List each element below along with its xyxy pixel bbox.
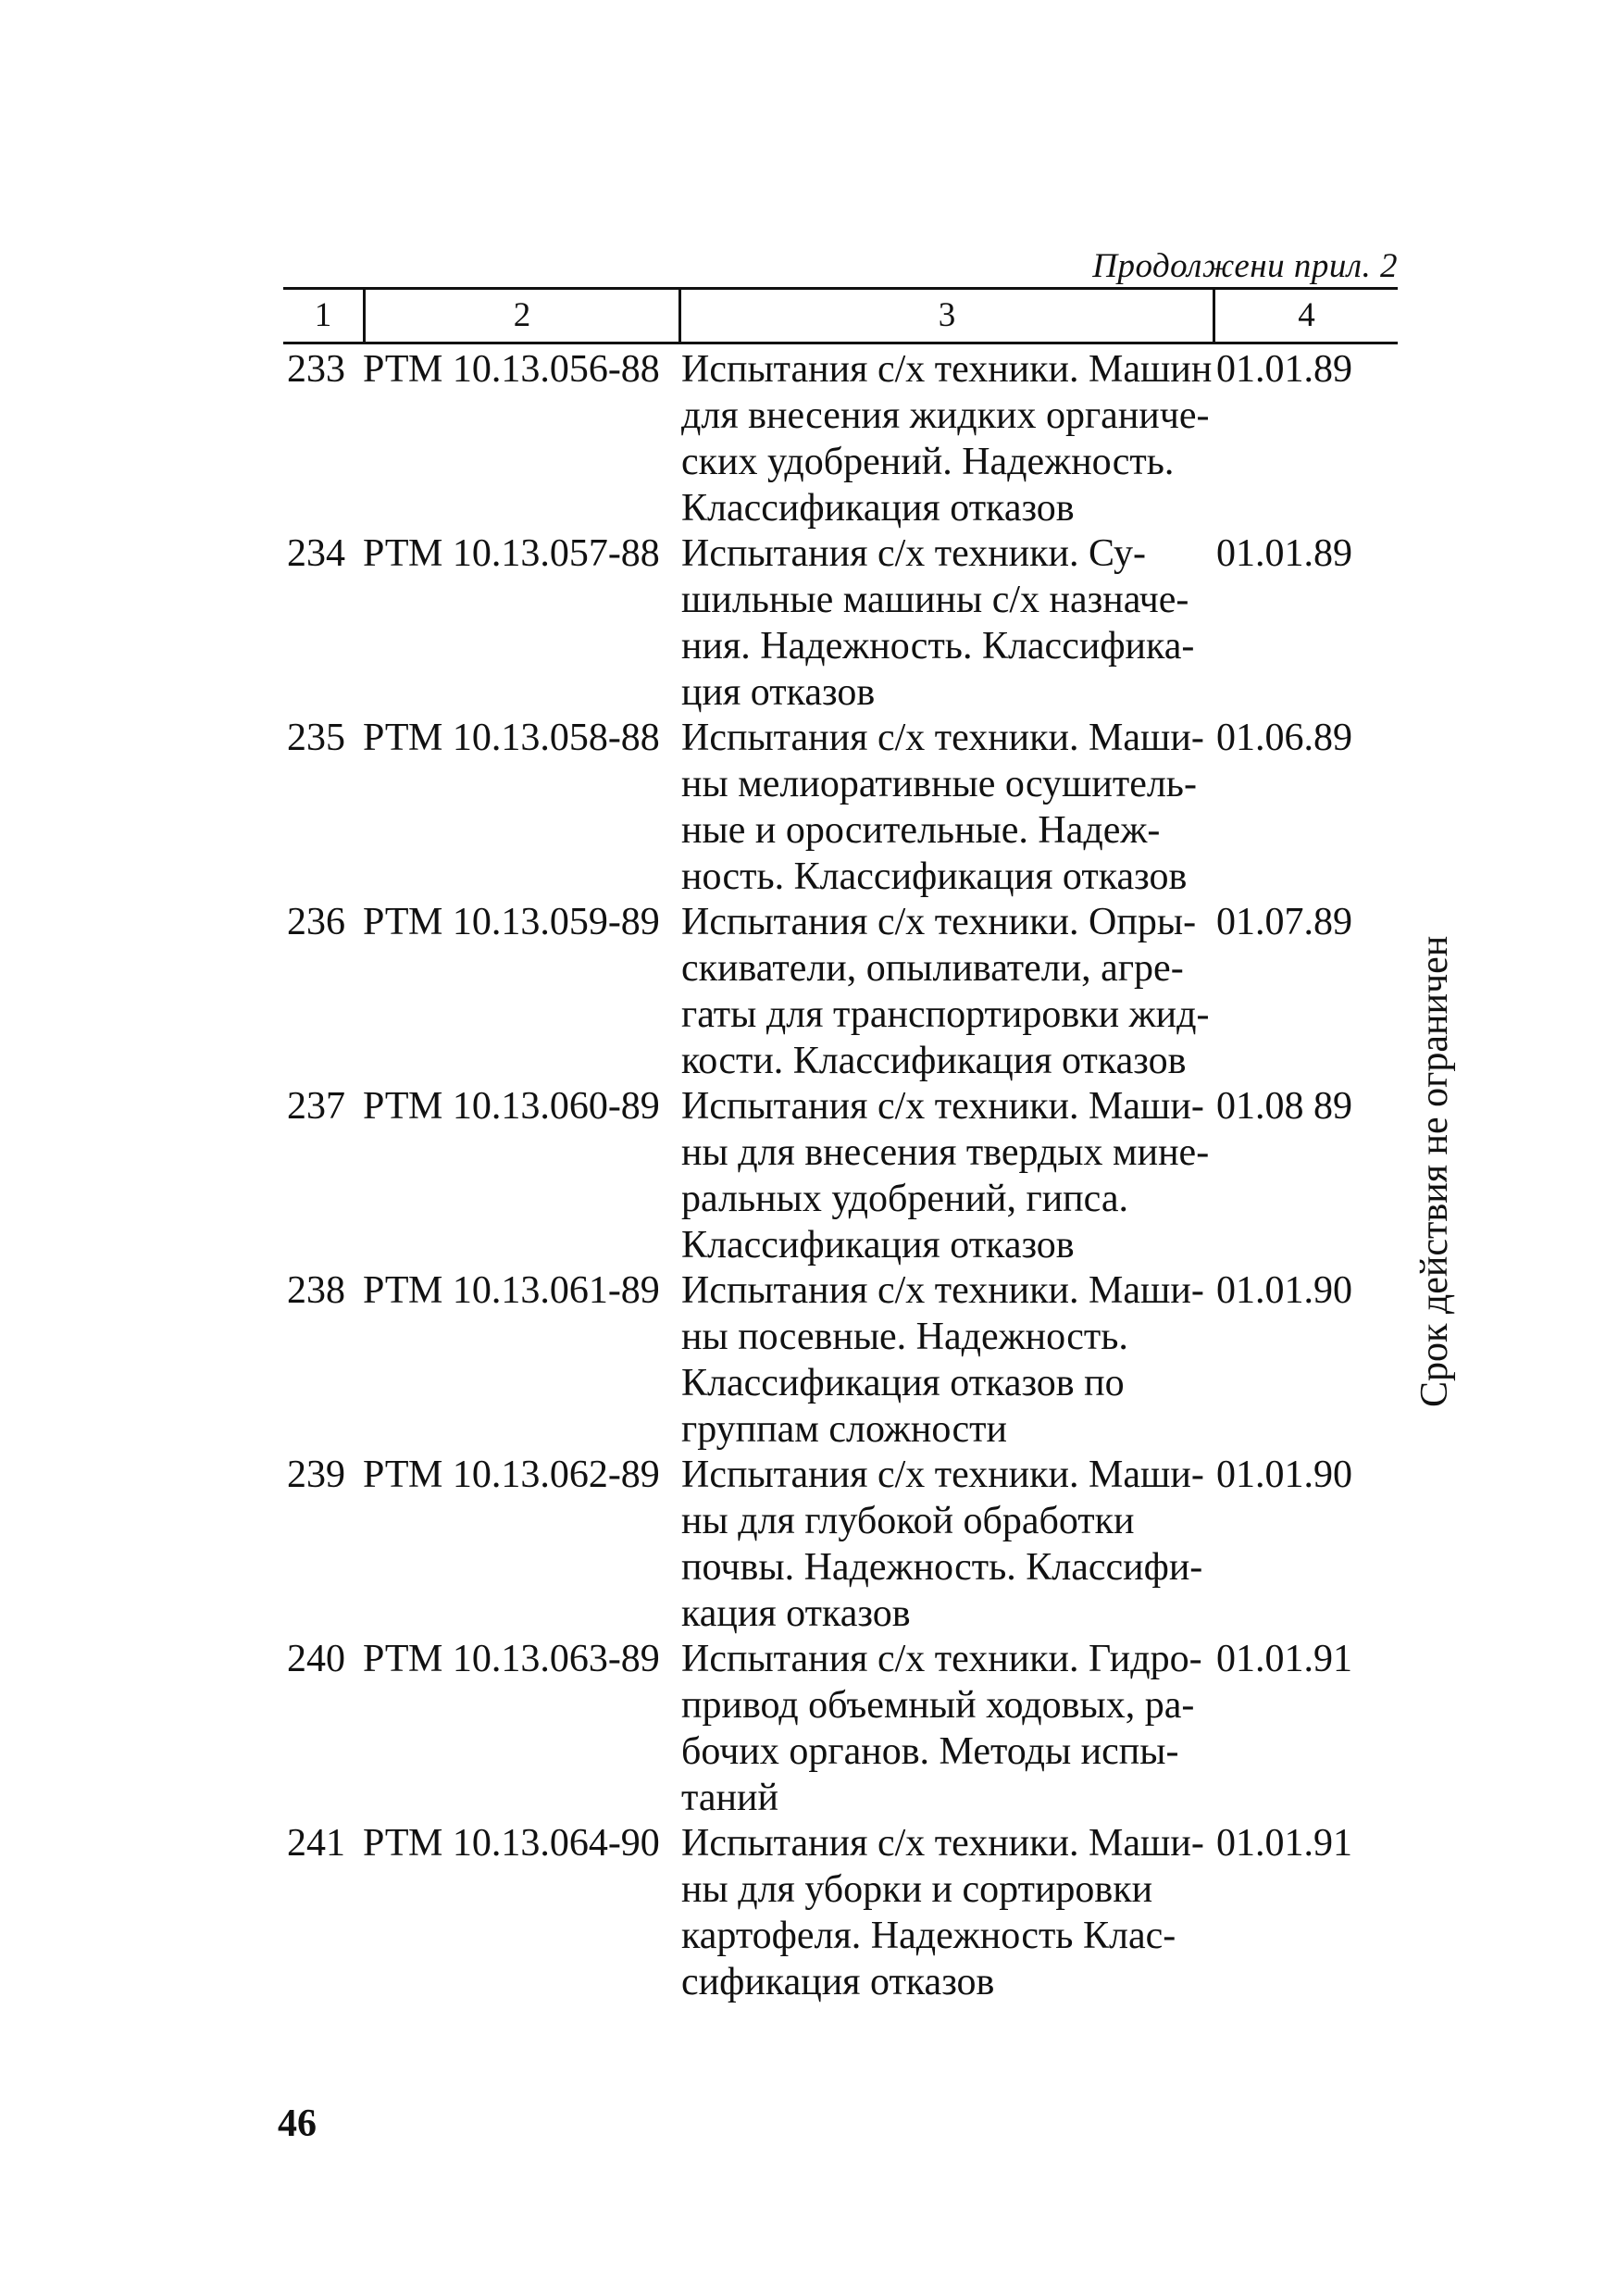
- validity-side-note: Срок действия не ограничен: [1413, 935, 1456, 1407]
- table-row: [283, 897, 1398, 1081]
- effective-date: 01.06.89: [1216, 717, 1352, 759]
- title-line: Испытания с/х техники. Маши-: [681, 1269, 1204, 1312]
- document-code: РТМ 10.13.059-89: [363, 901, 660, 943]
- table-row: [283, 713, 1398, 897]
- document-code: РТМ 10.13.062-89: [363, 1454, 660, 1496]
- document-title: [681, 1636, 1200, 1821]
- title-line: ральных удобрений, гипса.: [681, 1178, 1128, 1220]
- title-line: Классификация отказов: [681, 1224, 1075, 1267]
- title-line: ны для глубокой обработки: [681, 1500, 1135, 1542]
- title-line: ских удобрений. Надежность.: [681, 441, 1175, 483]
- title-line: шильные машины с/х назначе-: [681, 579, 1189, 621]
- title-line: Испытания с/х техники. Маши-: [681, 717, 1204, 759]
- table-row: [283, 529, 1398, 713]
- document-title: [681, 1452, 1204, 1637]
- title-line: ны для уборки и сортировки: [681, 1868, 1153, 1911]
- title-line: группам сложности: [681, 1408, 1007, 1451]
- title-line: ность. Классификация отказов: [681, 855, 1188, 898]
- effective-date: 01.01.90: [1216, 1454, 1352, 1496]
- title-line: Испытания с/х техники. Су-: [681, 532, 1146, 575]
- title-line: Испытания с/х техники. Маши-: [681, 1085, 1204, 1128]
- title-line: привод объемный ходовых, ра-: [681, 1684, 1195, 1727]
- document-title: [681, 1267, 1204, 1453]
- effective-date: 01.08 89: [1216, 1085, 1352, 1128]
- title-line: картофеля. Надежность Клас-: [681, 1915, 1176, 1957]
- table-caption: Продолжени прил. 2: [1092, 247, 1398, 285]
- document-code: РТМ 10.13.061-89: [363, 1269, 660, 1312]
- effective-date: 01.07.89: [1216, 901, 1352, 943]
- effective-date: 01.01.89: [1216, 532, 1352, 575]
- row-number: 236: [287, 901, 345, 943]
- title-line: для внесения жидких органиче-: [681, 394, 1210, 437]
- table-row: [283, 1081, 1398, 1266]
- title-line: Классификация отказов: [681, 487, 1075, 530]
- title-line: Испытания с/х техники. Маши-: [681, 1822, 1204, 1865]
- document-code: РТМ 10.13.057-88: [363, 532, 660, 575]
- table-row: [283, 344, 1398, 529]
- table-body: [283, 344, 1398, 2003]
- title-line: Испытания с/х техники. Маши-: [681, 1454, 1204, 1496]
- header-col-1: 1: [314, 296, 332, 334]
- document-code: РТМ 10.13.058-88: [363, 717, 660, 759]
- document-title: [681, 1083, 1210, 1268]
- document-code: РТМ 10.13.060-89: [363, 1085, 660, 1128]
- document-title: [681, 715, 1204, 900]
- effective-date: 01.01.91: [1216, 1822, 1352, 1865]
- document-code: РТМ 10.13.063-89: [363, 1638, 660, 1680]
- title-line: Классификация отказов по: [681, 1362, 1125, 1404]
- table-header: [283, 287, 1398, 344]
- document-title: [681, 899, 1210, 1084]
- header-col-4: 4: [1298, 296, 1315, 334]
- table-row: [283, 1450, 1398, 1634]
- title-line: Испытания с/х техники. Опры-: [681, 901, 1197, 943]
- document-title: [681, 1820, 1204, 2005]
- title-line: Испытания с/х техники. Машин: [681, 348, 1213, 391]
- title-line: ные и оросительные. Надеж-: [681, 809, 1161, 852]
- title-line: сификация отказов: [681, 1961, 995, 2003]
- row-number: 240: [287, 1638, 345, 1680]
- effective-date: 01.01.91: [1216, 1638, 1352, 1680]
- title-line: Испытания с/х техники. Гидро-: [681, 1638, 1202, 1680]
- row-number: 234: [287, 532, 345, 575]
- row-number: 237: [287, 1085, 345, 1128]
- row-number: 235: [287, 717, 345, 759]
- title-line: ны посевные. Надежность.: [681, 1316, 1128, 1358]
- document-title: [681, 346, 1213, 531]
- document-code: РТМ 10.13.056-88: [363, 348, 660, 391]
- document-title: [681, 530, 1200, 716]
- document-code: РТМ 10.13.064-90: [363, 1822, 660, 1865]
- title-line: кости. Классификация отказов: [681, 1040, 1187, 1082]
- title-line: почвы. Надежность. Классифи-: [681, 1546, 1203, 1589]
- header-col-2: 2: [513, 296, 531, 334]
- title-line: ния. Надежность. Классифика-: [681, 625, 1195, 668]
- table-row: [283, 1634, 1398, 1818]
- effective-date: 01.01.89: [1216, 348, 1352, 391]
- title-line: ны для внесения твердых мине-: [681, 1131, 1210, 1174]
- title-line: кация отказов: [681, 1592, 911, 1635]
- title-line: таний: [681, 1777, 778, 1819]
- title-line: скиватели, опыливатели, агре-: [681, 947, 1184, 990]
- title-line: ция отказов: [681, 671, 876, 714]
- row-number: 238: [287, 1269, 345, 1312]
- page-number: 46: [278, 2103, 317, 2145]
- table-row: [283, 1818, 1398, 2003]
- row-number: 241: [287, 1822, 345, 1865]
- effective-date: 01.01.90: [1216, 1269, 1352, 1312]
- title-line: бочих органов. Методы испы-: [681, 1730, 1179, 1773]
- row-number: 239: [287, 1454, 345, 1496]
- row-number: 233: [287, 348, 345, 391]
- title-line: ны мелиоративные осушитель-: [681, 763, 1197, 805]
- title-line: гаты для транспортировки жид-: [681, 993, 1210, 1036]
- table-row: [283, 1266, 1398, 1450]
- standards-table: [283, 287, 1398, 2003]
- header-col-3: 3: [938, 296, 956, 334]
